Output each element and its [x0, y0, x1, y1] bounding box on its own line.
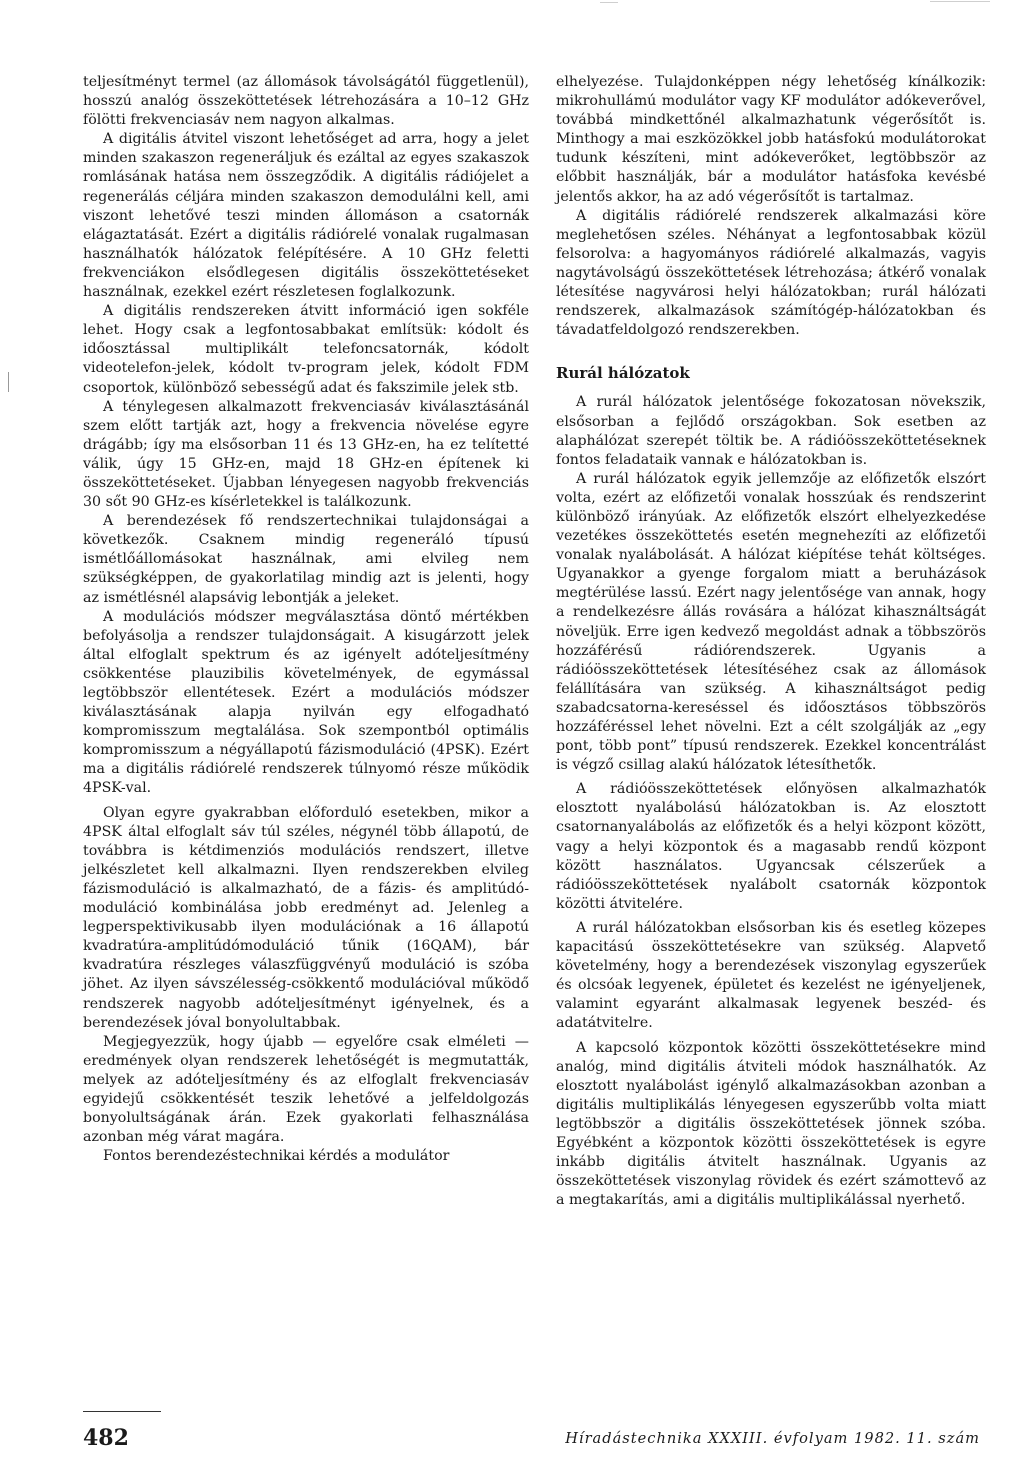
footnote-rule — [83, 1411, 161, 1412]
section-heading: Rurál hálózatok — [556, 364, 690, 383]
paragraph: A digitális átvitel viszont lehetőséget ad arra, hogy a jelet minden szakaszon regeneráljuk és ezáltal az egyes szakaszok romlásának hatása nem összegződik. A digitális rádiójelet a regenerálás céljára minden szakaszon demodulálni kell, ami viszont lehetővé teszi minden állomáson a csatornák elágaztatását. Ezért a digitális rádiórelé vonalak rugalmasan használhatók hálózatok felépítésére. A 10 GHz feletti frekvenciákon elsődlegesen digitális összeköttetéseket használnak, ezekkel ezért részletesen foglalkozunk. — [83, 131, 529, 301]
margin-mark — [8, 372, 9, 392]
paragraph: A digitális rendszereken átvitt információ igen sokféle lehet. Hogy csak a legfontosabbakat említsük: kódolt és időosztással multiplikált telefoncsatornák, kódolt videotelefon-jelek, kódolt tv-program jelek, kódolt FDM csoportok, különböző sebességű adat és fakszimile jelek stb. — [83, 303, 529, 396]
paragraph: elhelyezése. Tulajdonképpen négy lehetőség kínálkozik: mikrohullámú modulátor vagy KF modulátor adókeverővel, továbbá mindkettőnél alkalmazhatunk végerősítőt is. Minthogy a mai eszközökkel jobb hatásfokú modulátorokat tudunk készíteni, mint adókeverőket, legtöbbször az előbbit használják, bár a modulátor hatásfoka kevésbé jelentős akkor, ha az adó végerősítőt is tartalmaz. — [556, 74, 986, 205]
paragraph: A rurál hálózatok jelentősége fokozatosan növekszik, elsősorban a fejlődő országokban. Sok esetben az alaphálózat szerepét töltik be. A rádióösszeköttetéseknek fontos feladataik vannak e hálózatokban is. — [556, 394, 986, 468]
scan-mark — [600, 2, 618, 3]
paragraph: A berendezések fő rendszertechnikai tulajdonságai a következők. Csaknem mindig regeneráló típusú ismétlőállomásokat használnak, ami elvileg nem szükségképpen, de gyakorlatilag mindig azt is jelenti, hogy az ismétlésnél alapsávig lebontják a jeleket. — [83, 513, 529, 606]
paragraph: A rurál hálózatok egyik jellemzője az előfizetők elszórt volta, ezért az előfizetői vonalak hosszúak és rendszerint különböző irányúak. Az előfizetők elszórt elhelyezkedése vezetékes összeköttetés esetén megnehezíti az előfizetői vonalak nyalábolását. A hálózat kiépítése tehát költséges. Ugyanakkor a gyenge forgalom miatt a beruházások megtérülése lassú. Ezért nagy jelentősége van annak, hogy a rendelkezésre állás rovására a hálózat kihasználtságát növeljük. Erre igen kedvező megoldást adnak a többszörös hozzáférésű rádiórendszerek. Ugyanis a rádióösszeköttetések létesítéséhez csak az állomások felállítására van szükség. A kihasználtságot pedig szabadcsatorna-kereséssel és időosztásos többszörös hozzáféréssel lehet növelni. Ezt a célt szolgálják az „egy pont, több pont” típusú rendszerek. Ezekkel koncentrálást is végző csillag alakú hálózatok létesíthetők. — [556, 470, 986, 774]
paragraph: Olyan egyre gyakrabban előforduló esetekben, mikor a 4PSK által elfoglalt sáv túl széles, négynél több állapotú, de továbbra is kétdimenziós modulációs rendszert, illetve jelkészletet kell alkalmazni. Ilyen rendszerekben elvileg fázismoduláció is alkalmazható, de a fázis- és amplitúdó-moduláció kombinálása jobb eredményt ad. Jelenleg a legperspektivikusabb ilyen modulációnak a 16 állapotú kvadratúra-amplitúdómoduláció tűnik (16QAM), bár kvadratúra részleges válaszfüggvényű moduláció is szóba jöhet. Az ilyen sávszélesség-csökkentő modulációval működő rendszerek nagyobb adóteljesítményt igényelnek, és a berendezések jóval bonyolultabbak. — [83, 804, 529, 1031]
paragraph: A rádióösszeköttetések előnyösen alkalmazhatók elosztott nyalábolású hálózatokban is. Az elosztott csatornanyalábolás az előfizetők és a helyi központ között, vagy a helyi központok és a magasabb rendű központ között használatos. Ugyancsak célszerűek a rádióösszeköttetések nyalábolt csatornák központok közötti átvitelére. — [556, 781, 986, 912]
paragraph: A modulációs módszer megválasztása döntő mértékben befolyásolja a rendszer tulajdonságait. A kisugárzott jelek által elfoglalt spektrum és az igényelt adóteljesítmény csökkentése plauzibilis követelmények, de egymással legtöbbször ellentétesek. Ezért a modulációs módszer kiválasztásának alapja nyilván egy elfogadható kompromisszum megtalálása. Sok szempontból optimális kompromisszum a négyállapotú fázismoduláció (4PSK). Ezért ma a digitális rádiórelé rendszerek túlnyomó része működik 4PSK-val. — [83, 608, 529, 797]
page-number: 482 — [83, 1425, 129, 1451]
paragraph: teljesítményt termel (az állomások távolságától függetlenül), hosszú analóg összeköttetések létrehozására a 10–12 GHz fölötti frekvenciasáv nem nagyon alkalmas. — [83, 74, 529, 129]
left-column — [83, 73, 529, 1166]
paragraph: Megjegyezzük, hogy újabb — egyelőre csak elméleti — eredmények olyan rendszerek lehetőségét is megmutatták, melyek az adóteljesítmény és az elfoglalt frekvenciasáv egyidejű csökkentését teszik lehetővé a jelfeldolgozás bonyolultságának árán. Ezek gyakorlati felhasználása azonban még várat magára. — [83, 1033, 529, 1146]
scan-mark — [930, 1, 990, 2]
paragraph: A ténylegesen alkalmazott frekvenciasáv kiválasztásánál szem előtt tartják azt, hogy a frekvencia növelése egyre drágább; így ma elsősorban 11 és 13 GHz-en, ha ez telítetté válik, úgy 15 GHz-en, majd 18 GHz-en építenek ki összeköttetéseket. Újabban lényegesen nagyobb frekvenciás 30 sőt 90 GHz-es kísérletekkel is találkozunk. — [83, 398, 529, 511]
paragraph: Fontos berendezéstechnikai kérdés a modulátor — [103, 1148, 450, 1165]
journal-footer: Híradástechnika XXXIII. évfolyam 1982. 11. szám — [565, 1430, 980, 1447]
paragraph: A digitális rádiórelé rendszerek alkalmazási köre meglehetősen széles. Néhányat a legfontosabbak közül felsorolva: a hagyományos rádiórelé alkalmazás, vagyis nagytávolságú összeköttetések létrehozása; átkérő vonalak létesítése nagyvárosi helyi hálózatokban; rurál hálózati rendszerek, alkalmazások számítógép-hálózatokban és távadatfeldolgozó rendszerekben. — [556, 207, 986, 339]
paragraph: A rurál hálózatokban elsősorban kis és esetleg közepes kapacitású összeköttetésekre van szükség. Alapvető követelmény, hogy a berendezések viszonylag egyszerűek és olcsóak legyenek, épületet és kezelést ne igényeljenek, valamint egyaránt alkalmasak legyenek beszéd- és adatátvitelre. — [556, 919, 986, 1032]
right-column — [556, 73, 986, 1210]
paragraph: A kapcsoló központok közötti összeköttetésekre mind analóg, mind digitális átviteli módok használhatók. Az elosztott nyalábolást igénylő alkalmazásokban azonban a digitális multiplikálás lényegesen egyszerűbb volta miatt legtöbbször a digitális összeköttetések jönnek szóba. Egyébként a központok közötti összeköttetések is egyre inkább digitális átvitelt használnak. Ugyanis az összeköttetések viszonylag rövidek és ezért számottevő az a megtakarítás, ami a digitális multiplikálással nyerhető. — [556, 1039, 986, 1209]
